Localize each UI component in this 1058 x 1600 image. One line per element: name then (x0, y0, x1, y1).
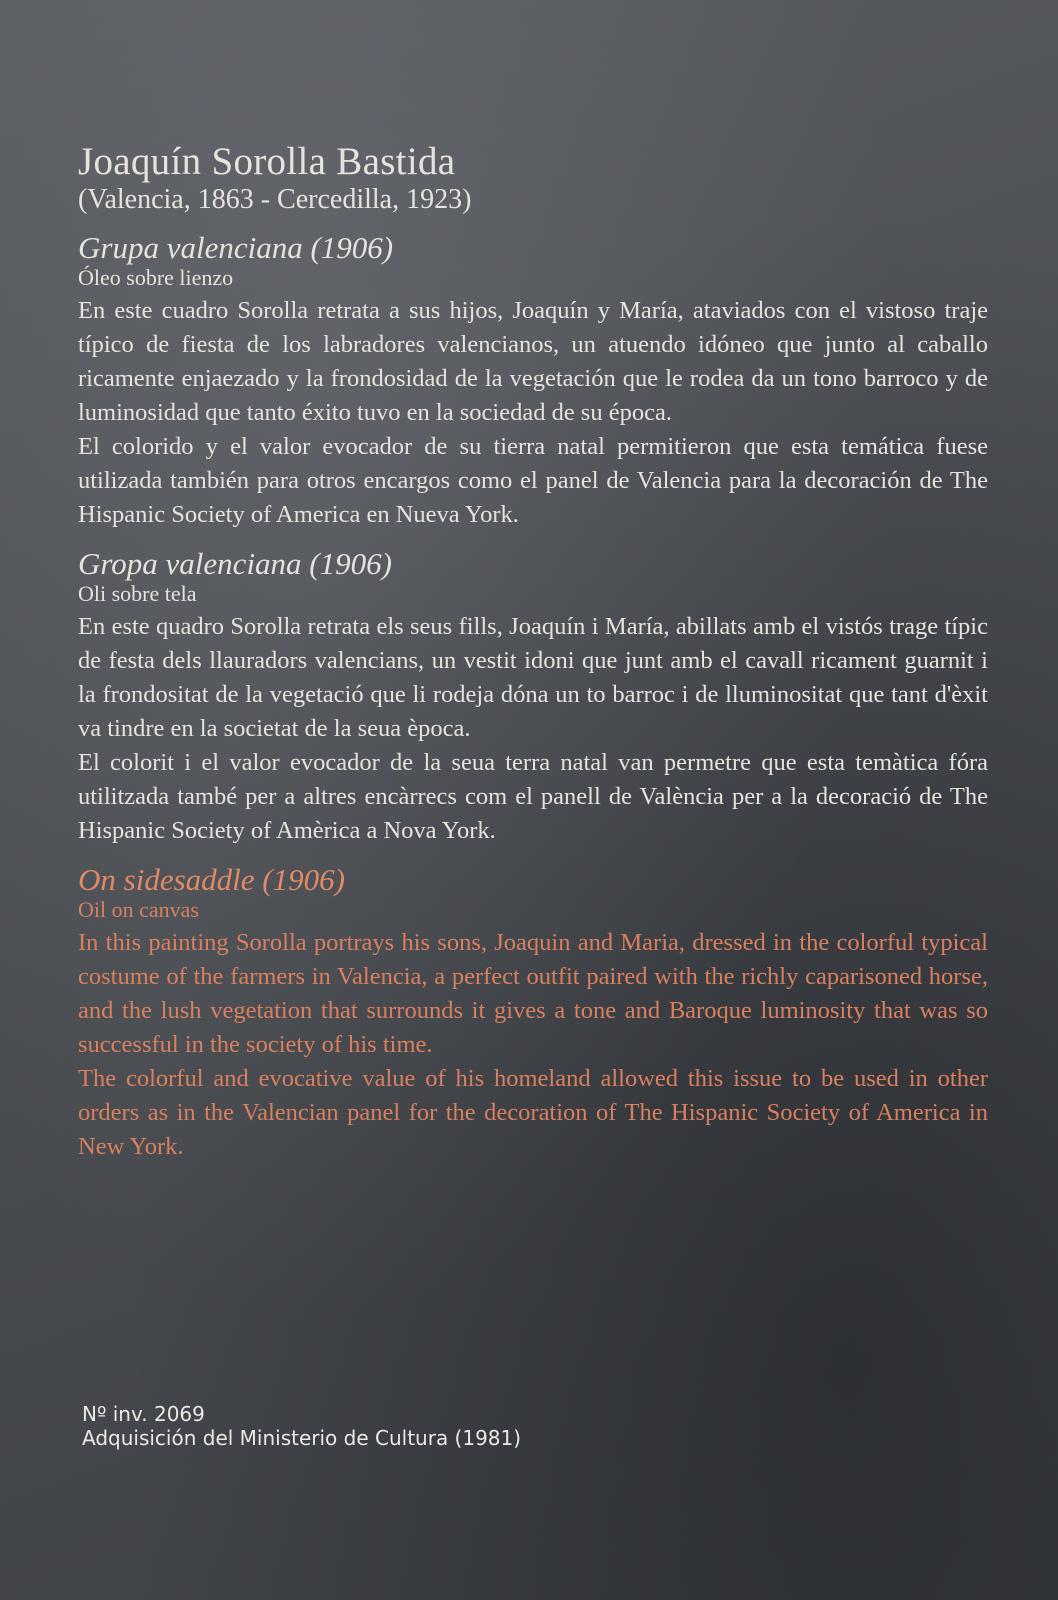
english-section (78, 862, 988, 1164)
spanish-paragraph-2: El colorido y el valor evocador de su tierra natal permitieron que esta temática fuese utilizada también para otros encargos como el panel de Valencia para la decoración de The Hispanic Society of America en Nueva York. (78, 433, 988, 528)
spanish-paragraph-1: En este cuadro Sorolla retrata a sus hijos, Joaquín y María, ataviados con el vistoso traje típico de fiesta de los labradores valencianos, un atuendo idóneo que junto al caballo ricamente enjaezado y la frondosidad de la vegetación que le rodea da un tono barroco y de luminosidad que tanto éxito tuvo en la sociedad de su época. (78, 297, 988, 426)
valencian-paragraph-2: El colorit i el valor evocador de la seua terra natal van permetre que esta temàtica fóra utilitzada també per a altres encàrrecs com el panell de València per a la decoració de The Hispanic Society of Amèrica a Nova York. (78, 749, 988, 844)
label-footer (82, 1402, 521, 1450)
acquisition-note: Adquisición del Ministerio de Cultura (1981) (82, 1426, 522, 1450)
spanish-medium: Óleo sobre lienzo (78, 265, 234, 290)
inventory-number: Nº inv. 2069 (82, 1402, 205, 1426)
english-paragraph-1: In this painting Sorolla portrays his sons, Joaquin and Maria, dressed in the colorful typical costume of the farmers in Valencia, a perfect outfit paired with the richly caparisoned horse, and the lush vegetation that surrounds it gives a tone and Baroque luminosity that was so successful in the society of his time. (78, 929, 988, 1058)
english-paragraph-2: The colorful and evocative value of his homeland allowed this issue to be used in other orders as in the Valencian panel for the decoration of The Hispanic Society of America in New York. (78, 1065, 988, 1160)
valencian-section (78, 546, 988, 848)
label-content (78, 140, 988, 1178)
spanish-title: Grupa valenciana (1906) (78, 230, 394, 265)
artist-dates: (Valencia, 1863 - Cercedilla, 1923) (78, 184, 472, 215)
valencian-title: Gropa valenciana (1906) (78, 546, 392, 581)
valencian-paragraph-1: En este quadro Sorolla retrata els seus fills, Joaquín i María, abillats amb el vistós trage típic de festa dels llauradors valencians, un vestit idoni que junt amb el cavall ricament guarnit i la frondositat de la vegetació que li rodeja dóna un to barroc i de lluminositat que tant d'èxit va tindre en la societat de la seua època. (78, 613, 988, 742)
valencian-medium: Oli sobre tela (78, 581, 197, 606)
artist-name: Joaquín Sorolla Bastida (78, 140, 456, 183)
english-title: On sidesaddle (1906) (78, 862, 345, 897)
spanish-section (78, 230, 988, 532)
english-medium: Oil on canvas (78, 897, 199, 922)
